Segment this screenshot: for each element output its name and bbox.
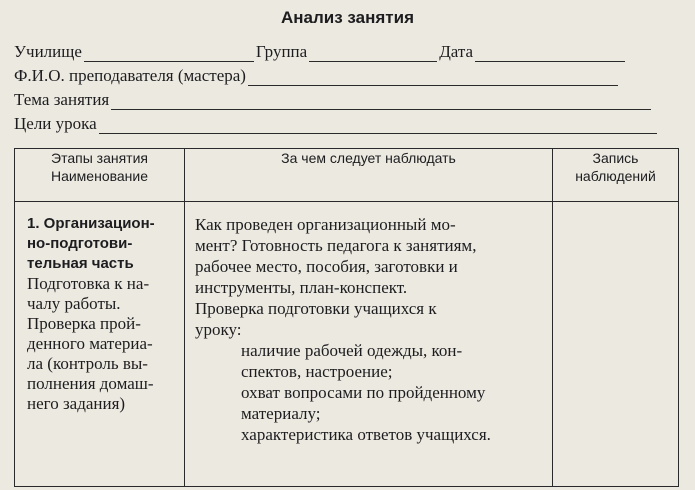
form-line-school-group-date bbox=[14, 42, 627, 64]
page-title: Анализ занятия bbox=[281, 8, 414, 27]
topic-blank[interactable] bbox=[111, 93, 651, 110]
stage-title-line: тельная часть bbox=[27, 255, 134, 272]
analysis-table bbox=[14, 148, 679, 487]
stage-text-line: ла (контроль вы- bbox=[27, 354, 148, 373]
header-record bbox=[553, 149, 679, 202]
observe-text-line: Как проведен организационный мо- bbox=[195, 215, 456, 234]
stage-text-line: денного материа- bbox=[27, 334, 153, 353]
observe-text-line: мент? Готовность педагога к занятиям, bbox=[195, 236, 477, 255]
stage-title-line: но-подготови- bbox=[27, 235, 133, 252]
table-header-row bbox=[15, 149, 679, 202]
form-line-topic bbox=[14, 90, 653, 112]
stage-text-line: полнения домаш- bbox=[27, 374, 154, 393]
school-label: Училище bbox=[14, 42, 82, 61]
observe-cell bbox=[185, 202, 553, 487]
group-blank[interactable] bbox=[309, 45, 437, 62]
date-label: Дата bbox=[439, 42, 474, 61]
observe-indent-line: материалу; bbox=[241, 404, 321, 423]
stage-title-line: 1. Организацион- bbox=[27, 215, 155, 232]
form-line-goals bbox=[14, 114, 659, 136]
header-stages-line2: Наименование bbox=[50, 168, 149, 184]
form-line-teacher bbox=[14, 66, 620, 88]
table-row bbox=[15, 202, 679, 487]
topic-label: Тема занятия bbox=[14, 90, 110, 109]
observe-text-line: инструменты, план-конспект. bbox=[195, 278, 408, 297]
header-record-line1: Запись bbox=[592, 150, 639, 166]
goals-blank[interactable] bbox=[99, 117, 657, 134]
observe-indent-line: наличие рабочей одежды, кон- bbox=[241, 341, 463, 360]
observe-text-line: рабочее место, пособия, заготовки и bbox=[195, 257, 458, 276]
teacher-label: Ф.И.О. преподавателя (мастера) bbox=[14, 66, 246, 85]
observe-indent-line: характеристика ответов учащихся. bbox=[241, 425, 491, 444]
school-blank[interactable] bbox=[84, 45, 254, 62]
record-cell[interactable] bbox=[553, 202, 679, 487]
header-stages-line1: Этапы занятия bbox=[51, 150, 148, 166]
stage-text-line: него задания) bbox=[27, 394, 126, 413]
teacher-blank[interactable] bbox=[248, 69, 618, 86]
observe-indent-line: охват вопросами по пройденному bbox=[241, 383, 486, 402]
observe-indent-line: спектов, настроение; bbox=[241, 362, 393, 381]
stage-text-line: Подготовка к на- bbox=[27, 274, 150, 293]
goals-label: Цели урока bbox=[14, 114, 97, 133]
header-record-line2: наблюдений bbox=[575, 168, 656, 184]
stage-text-line: чалу работы. bbox=[27, 294, 121, 313]
header-observe: За чем следует наблюдать bbox=[185, 149, 553, 202]
date-blank[interactable] bbox=[475, 45, 625, 62]
stage-text-line: Проверка прой- bbox=[27, 314, 141, 333]
stage-cell bbox=[15, 202, 185, 487]
observe-text-line: уроку: bbox=[195, 320, 242, 339]
observe-text-line: Проверка подготовки учащихся к bbox=[195, 299, 437, 318]
group-label: Группа bbox=[255, 42, 308, 61]
header-stages bbox=[15, 149, 185, 202]
